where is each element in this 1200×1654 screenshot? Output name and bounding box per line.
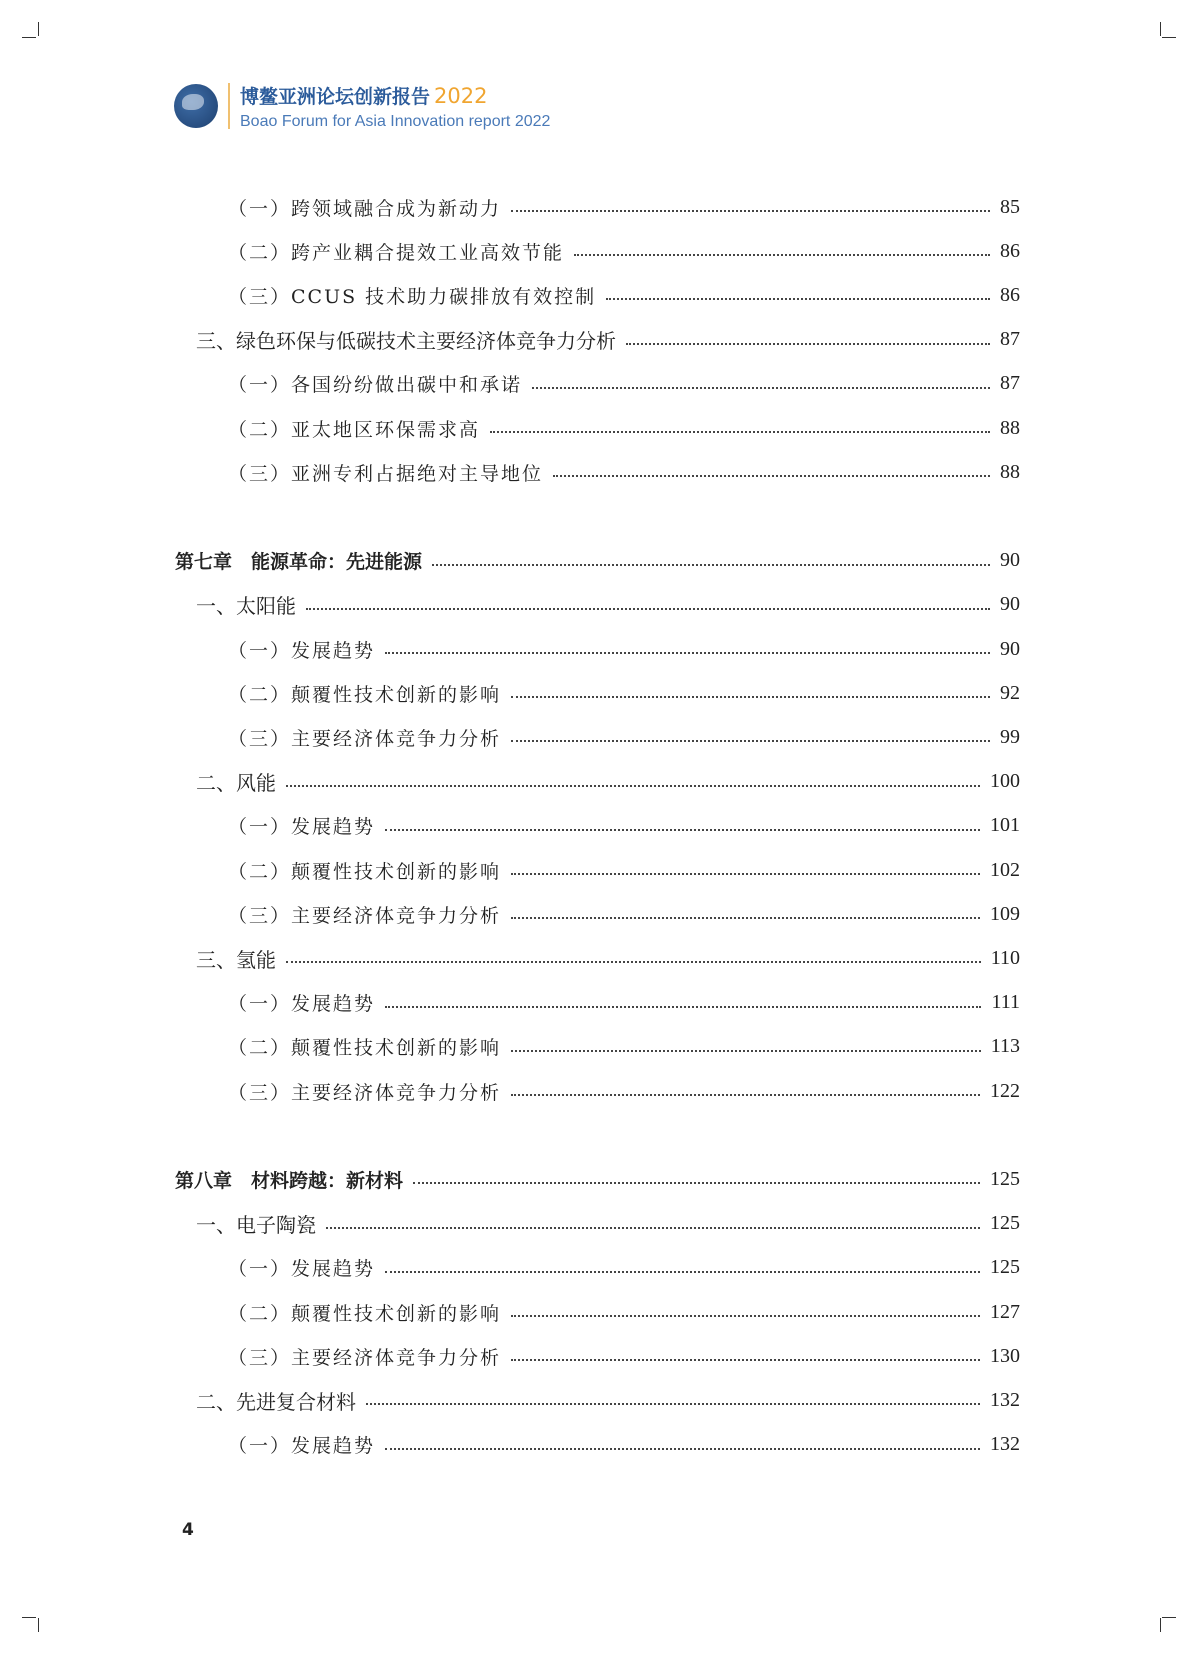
dot-leader	[511, 1359, 980, 1361]
toc-entry-page: 99	[1000, 725, 1020, 748]
toc-entry[interactable]	[0, 236, 1200, 266]
toc-entry-label: （一）发展趋势	[228, 816, 376, 839]
toc-entry[interactable]	[0, 855, 1200, 885]
toc-entry[interactable]	[0, 325, 1200, 355]
toc-entry[interactable]	[0, 1385, 1200, 1415]
toc-entry-label: 三、绿色环保与低碳技术主要经济体竞争力分析	[196, 329, 616, 354]
toc-entry-page: 100	[990, 770, 1020, 793]
toc-entry-label: （一）发展趋势	[228, 1435, 376, 1458]
dot-leader	[385, 652, 990, 654]
toc-entry-label: （二）颠覆性技术创新的影响	[228, 1302, 502, 1325]
dot-leader	[385, 1006, 981, 1008]
toc-entry-label: （二）亚太地区环保需求高	[228, 418, 481, 441]
toc-entry-label: （二）颠覆性技术创新的影响	[228, 683, 502, 706]
toc-entry-label: （一）各国纷纷做出碳中和承诺	[228, 374, 523, 397]
toc-entry-label: （一）发展趋势	[228, 1258, 376, 1281]
toc-entry-page: 86	[1000, 239, 1020, 262]
toc-entry-page: 88	[1000, 416, 1020, 439]
toc-entry-label: 一、电子陶瓷	[196, 1213, 316, 1238]
toc-entry-page: 125	[990, 1212, 1020, 1235]
crop-mark	[38, 22, 39, 36]
toc-entry[interactable]	[0, 1076, 1200, 1106]
crop-mark	[1160, 22, 1161, 36]
globe-logo-icon	[174, 84, 218, 128]
toc-entry[interactable]	[0, 988, 1200, 1018]
toc-entry[interactable]	[0, 1209, 1200, 1239]
dot-leader	[626, 343, 990, 345]
toc-entry-label: 第八章 材料跨越：新材料	[175, 1169, 404, 1192]
dot-leader	[432, 564, 990, 566]
dot-leader	[385, 1448, 980, 1450]
header-title-cn: 博鳌亚洲论坛创新报告	[240, 85, 431, 108]
dot-leader	[553, 475, 990, 477]
toc-entry-page: 111	[991, 991, 1020, 1014]
toc-entry-page: 87	[1000, 372, 1020, 395]
toc-entry-page: 88	[1000, 460, 1020, 483]
toc-chapter[interactable]	[0, 546, 1200, 576]
toc-entry[interactable]	[0, 1253, 1200, 1283]
toc-entry-label: 三、氢能	[196, 947, 276, 972]
dot-leader	[490, 431, 990, 433]
toc-entry-page: 86	[1000, 283, 1020, 306]
page-number: 4	[182, 1520, 194, 1540]
toc-entry[interactable]	[0, 280, 1200, 310]
dot-leader	[511, 1315, 980, 1317]
toc-entry-page: 102	[990, 858, 1020, 881]
toc-entry[interactable]	[0, 678, 1200, 708]
toc-entry[interactable]	[0, 413, 1200, 443]
toc-entry[interactable]	[0, 457, 1200, 487]
dot-leader	[574, 254, 990, 256]
dot-leader	[306, 608, 990, 610]
dot-leader	[413, 1182, 980, 1184]
dot-leader	[385, 829, 980, 831]
toc-entry-label: （三）亚洲专利占据绝对主导地位	[228, 462, 544, 485]
dot-leader	[385, 1271, 980, 1273]
toc-entry-label: （三）主要经济体竞争力分析	[228, 904, 502, 927]
toc-entry-page: 90	[1000, 549, 1020, 572]
toc-entry[interactable]	[0, 767, 1200, 797]
toc-entry-page: 85	[1000, 195, 1020, 218]
dot-leader	[511, 696, 990, 698]
toc-entry-page: 113	[990, 1035, 1020, 1058]
crop-mark	[1160, 1618, 1161, 1632]
toc-entry-label: （二）颠覆性技术创新的影响	[228, 860, 502, 883]
toc-entry[interactable]	[0, 1032, 1200, 1062]
toc-entry-label: （一）发展趋势	[228, 639, 376, 662]
dot-leader	[606, 298, 990, 300]
toc-entry-label: （三）主要经济体竞争力分析	[228, 727, 502, 750]
toc-entry[interactable]	[0, 590, 1200, 620]
dot-leader	[532, 387, 990, 389]
dot-leader	[511, 210, 990, 212]
toc-entry-page: 90	[1000, 593, 1020, 616]
toc-entry[interactable]	[0, 1430, 1200, 1460]
toc-entry[interactable]	[0, 899, 1200, 929]
toc-entry-label: 一、太阳能	[196, 594, 296, 619]
crop-mark	[1162, 1617, 1176, 1618]
toc-entry-label: （一）跨领域融合成为新动力	[228, 197, 502, 220]
toc-entry-page: 92	[1000, 681, 1020, 704]
dot-leader	[326, 1227, 980, 1229]
toc-entry[interactable]	[0, 722, 1200, 752]
dot-leader	[286, 961, 981, 963]
toc-entry-label: 二、风能	[196, 771, 276, 796]
toc-entry-page: 127	[990, 1300, 1020, 1323]
toc-entry-page: 125	[990, 1167, 1020, 1190]
toc-entry-label: （二）跨产业耦合提效工业高效节能	[228, 241, 565, 264]
toc-entry-label: （三）CCUS 技术助力碳排放有效控制	[228, 285, 597, 308]
toc-entry-label: （三）主要经济体竞争力分析	[228, 1346, 502, 1369]
toc-entry[interactable]	[0, 1297, 1200, 1327]
toc-entry-page: 110	[990, 946, 1020, 969]
crop-mark	[38, 1618, 39, 1632]
toc-entry[interactable]	[0, 811, 1200, 841]
toc-entry[interactable]	[0, 369, 1200, 399]
dot-leader	[511, 873, 980, 875]
toc-entry-label: 第七章 能源革命：先进能源	[175, 551, 423, 574]
report-header	[174, 78, 550, 134]
toc-entry-label: 二、先进复合材料	[196, 1389, 356, 1414]
toc-entry-page: 125	[990, 1256, 1020, 1279]
toc-entry[interactable]	[0, 634, 1200, 664]
header-divider	[228, 83, 230, 129]
dot-leader	[511, 1094, 980, 1096]
toc-chapter[interactable]	[0, 1164, 1200, 1194]
toc-entry-page: 130	[990, 1344, 1020, 1367]
toc-entry-label: （三）主要经济体竞争力分析	[228, 1081, 502, 1104]
toc-entry-page: 87	[1000, 328, 1020, 351]
toc-entry-page: 101	[990, 814, 1020, 837]
header-subtitle: Boao Forum for Asia Innovation report 2022	[240, 112, 551, 130]
toc-entry-label: （一）发展趋势	[228, 993, 376, 1016]
crop-mark	[22, 1617, 36, 1618]
header-title-year: 2022	[434, 83, 488, 108]
header-title	[240, 82, 550, 109]
toc-entry[interactable]	[0, 1341, 1200, 1371]
dot-leader	[511, 740, 990, 742]
toc-entry[interactable]	[0, 192, 1200, 222]
dot-leader	[366, 1403, 980, 1405]
dot-leader	[286, 785, 980, 787]
toc-entry-page: 90	[1000, 637, 1020, 660]
toc-entry-page: 132	[990, 1433, 1020, 1456]
toc-entry-page: 132	[990, 1388, 1020, 1411]
dot-leader	[511, 917, 980, 919]
crop-mark	[22, 37, 36, 38]
toc-entry-page: 122	[990, 1079, 1020, 1102]
toc-entry[interactable]	[0, 943, 1200, 973]
toc-entry-label: （二）颠覆性技术创新的影响	[228, 1037, 502, 1060]
toc-entry-page: 109	[990, 902, 1020, 925]
dot-leader	[511, 1050, 981, 1052]
crop-mark	[1162, 37, 1176, 38]
